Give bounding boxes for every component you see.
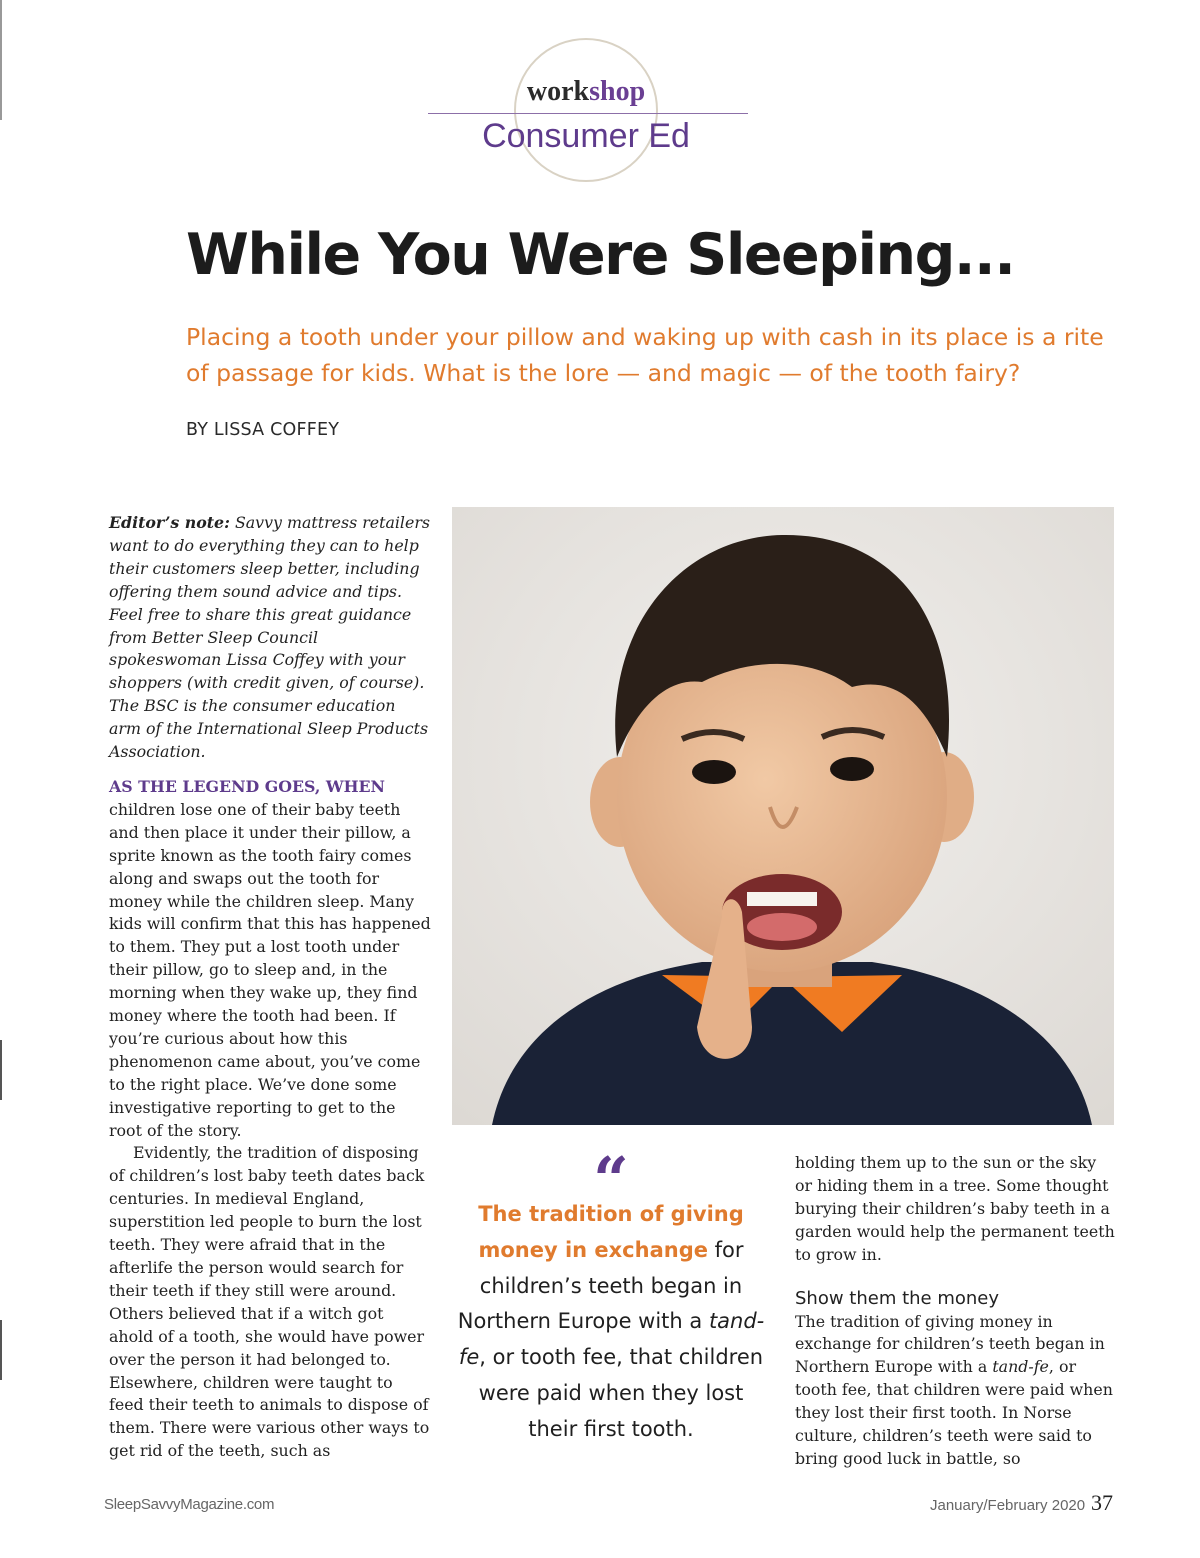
body-emphasis: tand-fe (992, 1357, 1049, 1377)
body-text: , or tooth fee, that children were paid when they lost their first tooth. In Norse culture, children’s teeth were said to bring good luck in battle, so (795, 1357, 1113, 1468)
article-deck: Placing a tooth under your pillow and waking up with cash in its place is a rite of passage for kids. What is the lore — and magic — of the tooth fairy? (186, 323, 1104, 387)
workshop-kicker (430, 76, 742, 108)
body-paragraph (795, 1311, 1117, 1471)
pull-quote-text: for children’s teeth began in Northern Europe with a (457, 1237, 744, 1334)
page-edge-mark (0, 1320, 2, 1380)
pull-quote (452, 1197, 770, 1448)
pull-quote-emphasis: tand-fe (458, 1309, 765, 1370)
editor-note-label: Editor’s note: (109, 513, 230, 532)
body-paragraph (109, 776, 431, 1143)
right-text-column (795, 1152, 1117, 1471)
footer-site: SleepSavvyMagazine.com (104, 1496, 275, 1513)
article-title: While You Were Sleeping... (186, 222, 1015, 288)
editor-note (109, 512, 431, 764)
pull-quote-highlight: The tradition of giving money in exchange (478, 1202, 744, 1262)
section-emblem-circle (514, 38, 658, 182)
byline: BY LISSA COFFEY (186, 420, 340, 440)
lead-in: AS THE LEGEND GOES, WHEN (109, 776, 385, 796)
kicker-part-work: work (526, 76, 590, 107)
left-text-column (109, 512, 431, 1463)
pull-quote-text: , or tooth fee, that children were paid when they lost their first tooth. (478, 1345, 764, 1441)
page-edge-mark (0, 1040, 2, 1100)
page-number: 37 (1091, 1490, 1113, 1515)
smiling-boy-photo (452, 507, 1114, 1125)
section-divider-rule (428, 113, 748, 114)
section-title: Consumer Ed (482, 117, 690, 155)
quote-mark-icon: “ (593, 1143, 629, 1216)
body-paragraph: Evidently, the tradition of disposing of children’s lost baby teeth dates back centuries. In medieval England, superstition led people to burn the lost teeth. They were afraid that in the afterlife the person would search for their teeth if they still were around. Others believed that if a witch got ahold of a tooth, she would have power over the person it had belonged to. Elsewhere, children were taught to feed their teeth to animals to dispose of them. There were various other ways to get rid of the teeth, such as (109, 1143, 430, 1461)
editor-note-text: Savvy mattress retailers want to do everything they can to help their customers sleep better, including offering them sound advice and tips. Feel free to share this great guidance from Better Sleep Council spokeswoman Lissa Coffey with your shoppers (with credit given, of course). The BSC is the consumer education arm of the International Sleep Products Association. (109, 513, 430, 762)
kicker-part-shop: shop (589, 76, 646, 107)
subhead: Show them the money (795, 1287, 1000, 1309)
footer-issue: January/February 2020 (930, 1497, 1086, 1514)
body-paragraph: holding them up to the sun or the sky or hiding them in a tree. Some thought burying their children’s baby teeth in a garden would help the permanent teeth to grow in. (795, 1153, 1115, 1264)
page-edge-mark (0, 0, 2, 120)
body-text: children lose one of their baby teeth and then place it under their pillow, a sprite known as the tooth fairy comes along and swaps out the tooth for money while the children sleep. Many kids will confirm that this has happened to them. They put a lost tooth under their pillow, go to sleep and, in the morning when they wake up, they find money where the tooth had been. If you’re curious about how this phenomenon came about, you’ve come to the right place. We’ve done some investigative reporting to get to the root of the story. (109, 799, 431, 1140)
body-text: The tradition of giving money in exchange for children’s teeth began in Northern Europe with a (795, 1311, 1105, 1377)
